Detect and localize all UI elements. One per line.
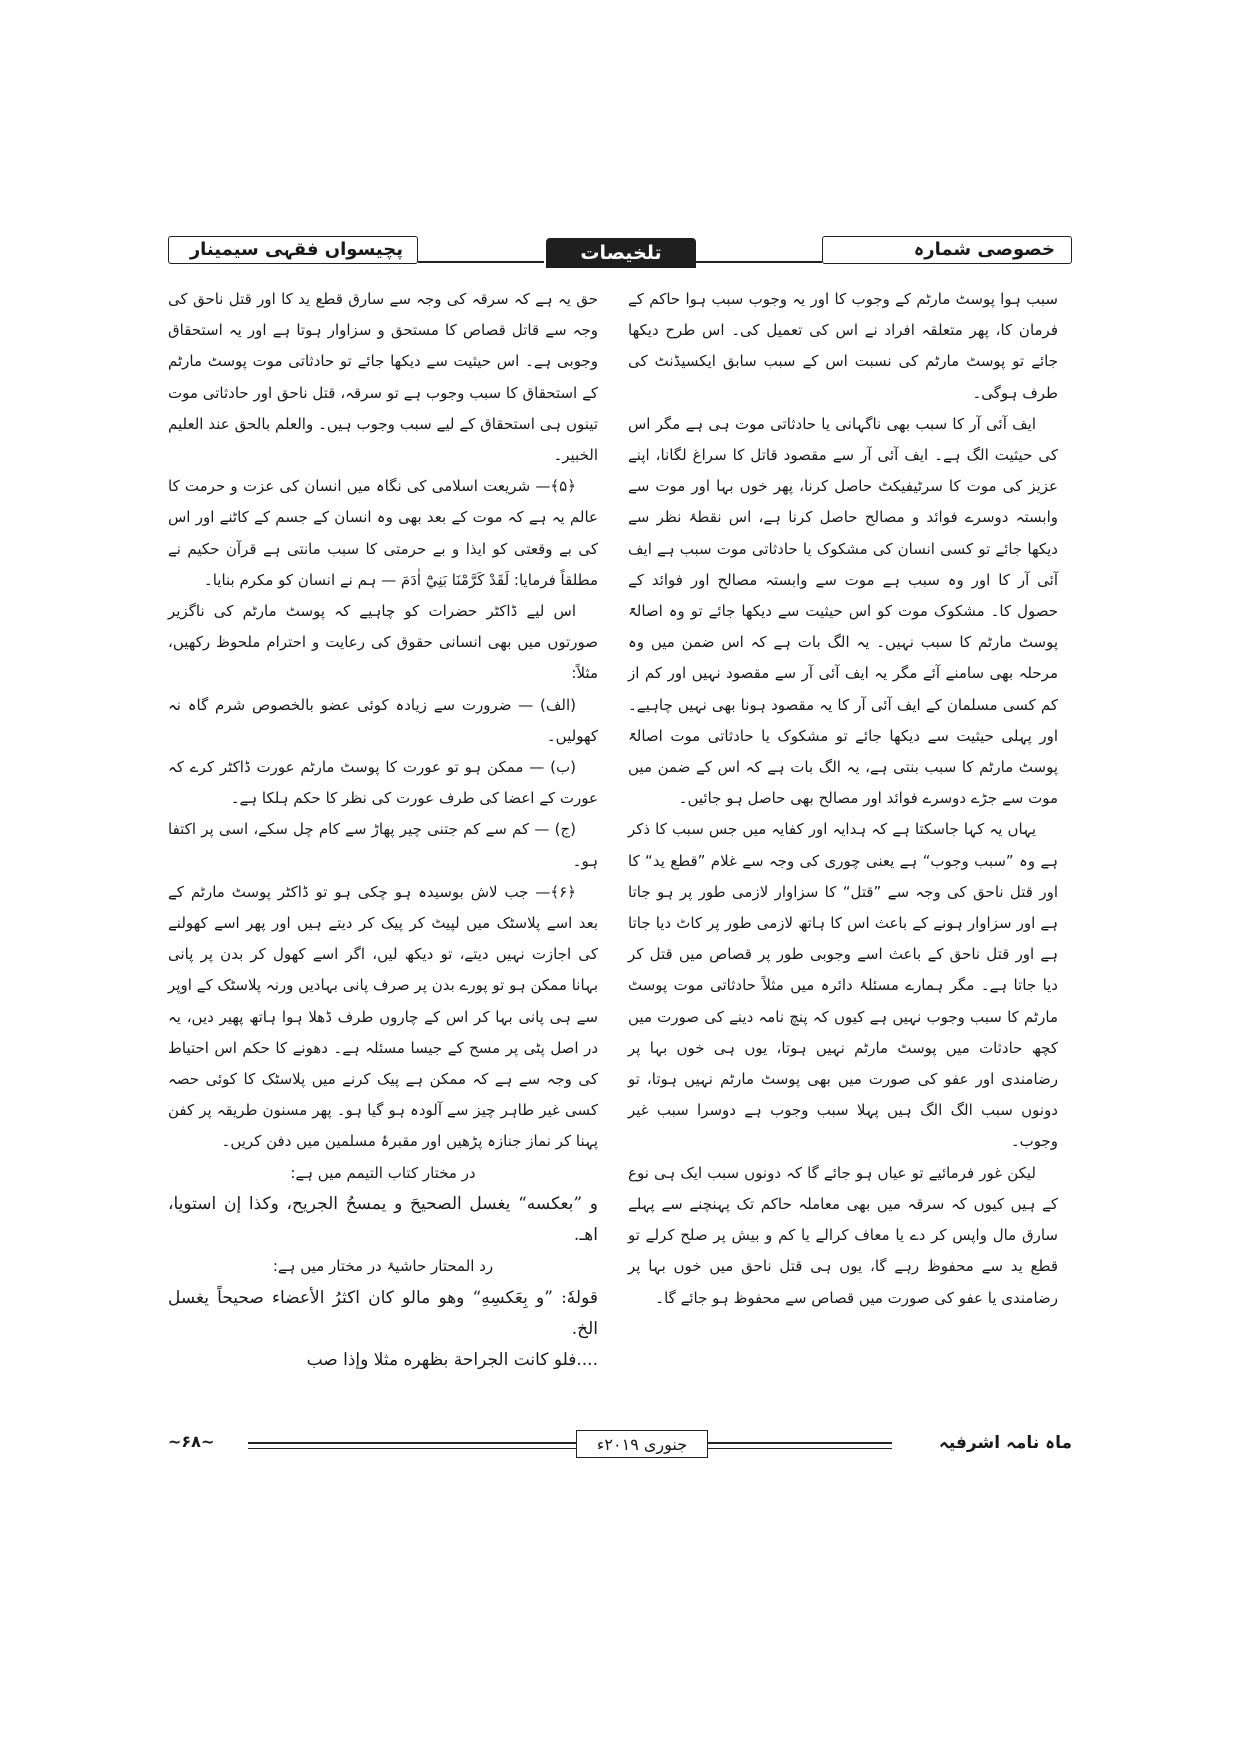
header-rule-right <box>696 261 822 263</box>
left-column <box>168 284 598 1418</box>
quote-1-arabic: و ”بعكسه“ يغسل الصحيحَ و يمسحُ الجريح، وكذا إن استويا، اهـ. <box>168 1193 598 1246</box>
quote-2-arabic: قولهٗ: ”و بِعَكسِهِ“ وهو مالو كان اكثرُ الأعضاء صحيحاً يغسل الخ. <box>168 1287 598 1339</box>
page-number: ~۶۸~ <box>168 1432 215 1451</box>
header-seminar-title: پچیسواں فقہی سیمینار <box>189 239 403 260</box>
right-paragraph-2: ایف آئی آر کا سبب بھی ناگہانی یا حادثاتی موت ہی ہے مگر اس کی حیثیت الگ ہے۔ ایف آئی آر سے مقصود قاتل کا سراغ لگانا، اپنے عزیز کی موت کا سرٹیفیکٹ حاصل کرنا، پھر خوں بہا اور موت سے وابستہ دوسرے فوائد و مصالح حاصل کرنا ہے، اس نقطۂ نظر سے دیکھا جائے تو کسی انسان کی مشکوک یا حادثاتی موت سبب ہے ایف آئی آر کا اور وہ سبب ہے موت سے وابستہ مصالح اور فوائد کے حصول کا۔ مشکوک موت کو اس حیثیت سے دیکھا جائے تو وہ اصالۃً پوسٹ مارٹم کا سبب نہیں۔ یہ الگ بات ہے کہ اس ضمن میں وہ مرحلہ بھی سامنے آئے مگر یہ ایف آئی آر سے مقصود نہیں اور کم از کم کسی مسلمان کے ایف آئی آر کا یہ مقصود ہونا بھی نہیں چاہیے۔ اور پہلی حیثیت سے دیکھا جائے تو مشکوک یا حادثاتی موت اصالۃً پوسٹ مارٹم کا سبب بنتی ہے، یہ الگ بات ہے کہ اس کے ضمن میں موت سے جڑے دوسرے فوائد اور مصالح بھی حاصل ہو جائیں۔ <box>628 414 1058 808</box>
magazine-name: ماہ نامہ اشرفیہ <box>938 1433 1072 1453</box>
advice-item-be: (ب) — ممکن ہو تو عورت کا پوسٹ مارٹم عورت ڈاکٹر کرے کہ عورت کے اعضا کی طرف عورت کی نظر کا حکم ہلکا ہے۔ <box>168 758 598 808</box>
right-paragraph-4: لیکن غور فرمائیے تو عیاں ہو جائے گا کہ دونوں سبب ایک ہی نوع کے ہیں کیوں کہ سرقہ میں بھی معاملہ حاکم تک پہنچنے سے پہلے سارق مال واپس کر دے یا معاف کرالے یا کم و بیش پر صلح کرلے تو قطع ید سے محفوظ رہے گا، یوں ہی قتل ناحق میں خوں بہا پر رضامندی یا عفو کی صورت میں قصاص سے محفوظ ہو جائے گا۔ <box>628 1163 1058 1307</box>
advice-item-jeem: (ج) — کم سے کم جتنی چیر پھاڑ سے کام چل سکے، اسی پر اکتفا ہو۔ <box>168 820 598 870</box>
page-header <box>168 236 1072 270</box>
left-paragraph-1: حق یہ ہے کہ سرقہ کی وجہ سے سارق قطع ید کا اور قتل ناحق کی وجہ سے قاتل قصاص کا مستحق و سزاوار ہوتا ہے اور یہ استحقاق وجوبی ہے۔ اس حیثیت سے دیکھا جائے تو حادثاتی موت پوسٹ مارٹم کے استحقاق کا سبب وجوب ہے تو سرقہ، قتل ناحق اور حادثاتی موت تینوں ہی استحقاق کے لیے سبب وجوب ہیں۔ والعلم بالحق عند العلیم الخبیر۔ <box>168 290 598 465</box>
advice-item-alif: (الف) — ضرورت سے زیادہ کوئی عضو بالخصوص شرم گاہ نہ کھولیں۔ <box>168 695 598 745</box>
quote-1-intro: در مختار کتاب التیمم میں ہے: <box>290 1163 476 1182</box>
point-6-paragraph: ﴿۶﴾— جب لاش بوسیدہ ہو چکی ہو تو ڈاکٹر پوسٹ مارٹم کے بعد اسے پلاسٹک میں لپیٹ کر پیک کر دیتے ہیں اور پھر اسے کھولنے کی اجازت نہیں دیتے، تو دیکھ لیں، اگر اسے کھول کر بدن پر پانی بہانا ممکن ہو تو پورے بدن پر صرف پانی بہادیں ورنہ پلاسٹک کے اوپر سے ہی پانی بہا کر اس کے چاروں طرف ڈھلا ہوا ہاتھ پھیر دیں، یہ در اصل پٹی پر مسح کے جیسا مسئلہ ہے۔ دھونے کا حکم اس احتیاط کی وجہ سے ہے کہ ممکن ہے پیک کرنے میں پلاسٹک کا کوئی حصہ کسی غیر طاہر چیز سے آلودہ ہو گیا ہو۔ پھر مسنون طریقہ پر کفن پہنا کر نماز جنازہ پڑھیں اور مقبرۂ مسلمین میں دفن کریں۔ <box>168 882 598 1151</box>
right-paragraph-3: یہاں یہ کہا جاسکتا ہے کہ ہدایہ اور کفایہ میں جس سبب کا ذکر ہے وہ ”سبب وجوب“ ہے یعنی چوری کی وجہ سے غلام ”قطع ید“ کا اور قتل ناحق کی وجہ سے ”قتل“ کا سزاوار لازمی طور پر ہو جاتا ہے اور سزاوار ہونے کے باعث اس کا ہاتھ لازمی طور پر کاٹ دیا جاتا ہے اور قتل ناحق کے باعث اسے وجوبی طور پر قصاص میں قتل کر دیا جاتا ہے۔ مگر ہمارے مسئلۂ دائرہ میں مثلاً حادثاتی موت پوسٹ مارٹم کا سبب وجوب نہیں ہے کیوں کہ پنچ نامہ دینے کی صورت میں کچھ حادثات میں پوسٹ مارٹم نہیں ہوتا، یوں ہی خوں بہا پر رضامندی اور عفو کی صورت میں بھی پوسٹ مارٹم نہیں ہوتا، تو دونوں سبب الگ الگ ہیں پہلا سبب وجوب ہے دوسرا سبب غیر وجوب۔ <box>628 820 1058 1151</box>
footer-rule <box>248 1442 892 1444</box>
doctors-advice-paragraph: اس لیے ڈاکٹر حضرات کو چاہیے کہ پوسٹ مارٹم کی ناگزیر صورتوں میں بھی انسانی حقوق کی رعایت و احترام ملحوظ رکھیں، مثلاً: <box>168 602 598 683</box>
issue-date: جنوری ۲۰۱۹ء <box>576 1430 708 1458</box>
page-footer <box>168 1432 1072 1462</box>
header-special-issue: خصوصی شمارہ <box>913 239 1055 260</box>
quote-3-arabic: ....فلو كانت الجراحة بظهره مثلا وإذا صب <box>306 1349 598 1370</box>
right-column <box>628 284 1058 1418</box>
point-5-paragraph: ﴿۵﴾— شریعت اسلامی کی نگاہ میں انسان کی عزت و حرمت کا عالم یہ ہے کہ موت کے بعد بھی وہ انسان کے جسم کے کاٹنے اور اس کی بے وقعتی کو ایذا و بے حرمتی کا سبب مانتی ہے قرآن حکیم نے مطلقاً فرمایا: لَقَدْ كَرَّمْنَا بَنِيْٓ اٰدَمَ — ہم نے انسان کو مکرم بنایا۔ <box>168 477 598 589</box>
footer-rule-thin <box>248 1448 892 1449</box>
header-section-title: تلخیصات <box>546 238 696 268</box>
right-paragraph-1: سبب ہوا پوسٹ مارٹم کے وجوب کا اور یہ وجوب سبب ہوا حاکم کے فرمان کا، پھر متعلقہ افراد نے اس کی تعمیل کی۔ اس طرح دیکھا جائے تو پوسٹ مارٹم کی نسبت اس کے سبب سابق ایکسیڈنٹ کی طرف ہوگی۔ <box>628 290 1058 402</box>
header-tab-left <box>168 236 418 264</box>
quote-2-intro: رد المحتار حاشیۂ در مختار میں ہے: <box>272 1257 494 1276</box>
header-tab-right <box>822 236 1072 264</box>
header-rule-left <box>418 261 544 263</box>
